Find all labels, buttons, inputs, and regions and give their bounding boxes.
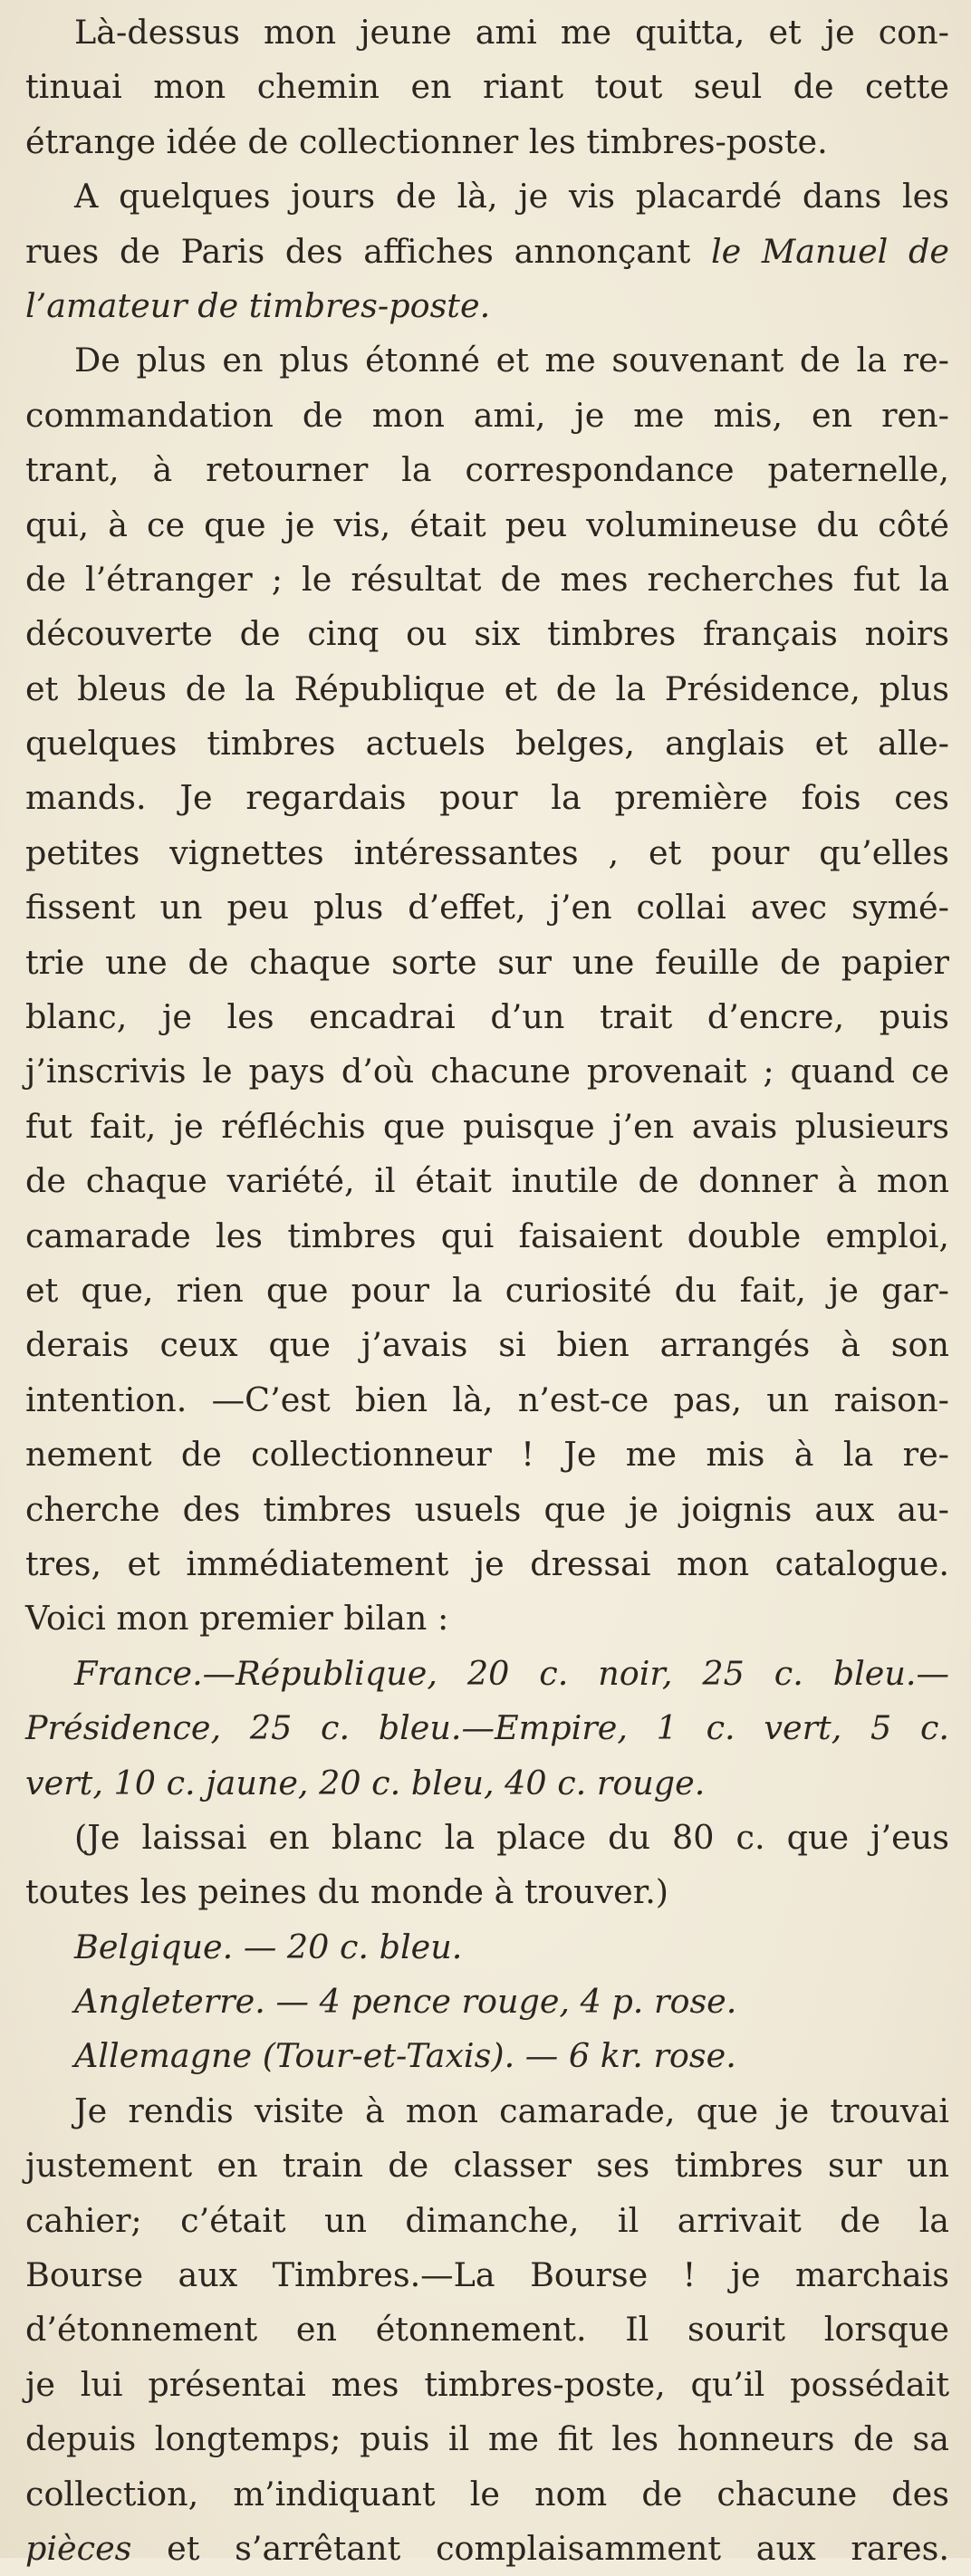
text-line: cahier; c’était un dimanche, il arrivait de la: [25, 2200, 949, 2240]
text-line: d’étonnement en étonnement. Il sourit lorsque: [25, 2310, 949, 2350]
text-line: nement de collectionneur ! Je me mis à la re-: [25, 1435, 949, 1475]
text-line: Voici mon premier bilan :: [25, 1599, 449, 1639]
text-line: commandation de mon ami, je me mis, en ren-: [25, 395, 949, 435]
text-line: (Je laissai en blanc la place du 80 c. que j’eus: [74, 1817, 949, 1857]
text-line: [25, 225, 949, 279]
text-line: j’inscrivis le pays d’où chacune provenait ; quand ce: [25, 1052, 949, 1091]
stamp-list-line: Allemagne (Tour-et-Taxis). — 6 kr. rose.: [74, 2036, 736, 2076]
text-line: Bourse aux Timbres.—La Bourse ! je marchais: [25, 2255, 949, 2295]
stamp-list-line: Angleterre. — 4 pence rouge, 4 p. rose.: [74, 1982, 737, 2022]
text-line: qui, à ce que je vis, était peu volumineuse du côté: [25, 505, 949, 544]
text-line: découverte de cinq ou six timbres français noirs: [25, 614, 949, 654]
text-line: petites vignettes intéressantes , et pour qu’elles: [25, 832, 949, 872]
text-line: fissent un peu plus d’effet, j’en collai avec symé-: [25, 888, 949, 928]
text-line: [25, 2522, 949, 2576]
text-line: Là-dessus mon jeune ami me quitta, et je con-: [74, 13, 949, 52]
text-line: camarade les timbres qui faisaient double emploi,: [25, 1216, 949, 1255]
text-line: l’amateur de timbres-poste.: [25, 285, 491, 325]
text-line: de l’étranger ; le résultat de mes recherches fut la: [25, 559, 949, 599]
text-line: A quelques jours de là, je vis placardé dans les: [74, 177, 949, 216]
text-line: quelques timbres actuels belges, anglais et alle-: [25, 724, 949, 764]
text-line: derais ceux que j’avais si bien arrangés à son: [25, 1325, 949, 1365]
text-line: trant, à retourner la correspondance paternelle,: [25, 450, 949, 490]
text-line: De plus en plus étonné et me souvenant de la re-: [74, 341, 949, 380]
italic-title: le Manuel de: [710, 231, 950, 271]
text-line: fut fait, je réfléchis que puisque j’en avais plusieurs: [25, 1106, 949, 1146]
text-line: étrange idée de collectionner les timbres-poste.: [25, 121, 828, 161]
text-line: tres, et immédiatement je dressai mon catalogue.: [25, 1543, 949, 1583]
text-line: blanc, je les encadrai d’un trait d’encre, puis: [25, 997, 949, 1037]
text-line: Je rendis visite à mon camarade, que je trouvai: [74, 2091, 949, 2130]
stamp-list-line: France.—République, 20 c. noir, 25 c. bleu.—: [74, 1653, 949, 1693]
text-line: collection, m’indiquant le nom de chacune des: [25, 2474, 949, 2514]
text-run: et s’arrêtant complaisamment aux rares.: [167, 2528, 949, 2568]
stamp-list-line: Belgique. — 20 c. bleu.: [74, 1927, 463, 1966]
stamp-list-line: Présidence, 25 c. bleu.—Empire, 1 c. vert, 5 c.: [25, 1708, 949, 1748]
text-line: depuis longtemps; puis il me fit les honneurs de sa: [25, 2419, 949, 2459]
text-line: et bleus de la République et de la Présidence, plus: [25, 668, 949, 708]
stamp-list-line: vert, 10 c. jaune, 20 c. bleu, 40 c. rouge.: [25, 1763, 706, 1802]
text-line: de chaque variété, il était inutile de donner à mon: [25, 1161, 949, 1201]
text-line: je lui présentai mes timbres-poste, qu’il possédait: [25, 2364, 949, 2404]
text-line: justement en train de classer ses timbres sur un: [25, 2146, 949, 2186]
text-line: trie une de chaque sorte sur une feuille de papier: [25, 942, 949, 982]
text-line: tinuai mon chemin en riant tout seul de cette: [25, 67, 949, 107]
text-line: mands. Je regardais pour la première fois ces: [25, 778, 949, 818]
italic-word: pièces: [25, 2528, 132, 2568]
text-line: toutes les peines du monde à trouver.): [25, 1872, 669, 1912]
text-run: rues de Paris des affiches annonçant: [25, 231, 691, 271]
text-line: cherche des timbres usuels que je joignis aux au-: [25, 1489, 949, 1529]
body-text: [25, 5, 949, 2576]
text-line: intention. —C’est bien là, n’est-ce pas, un raison-: [25, 1379, 949, 1419]
text-line: et que, rien que pour la curiosité du fait, je gar-: [25, 1270, 949, 1310]
